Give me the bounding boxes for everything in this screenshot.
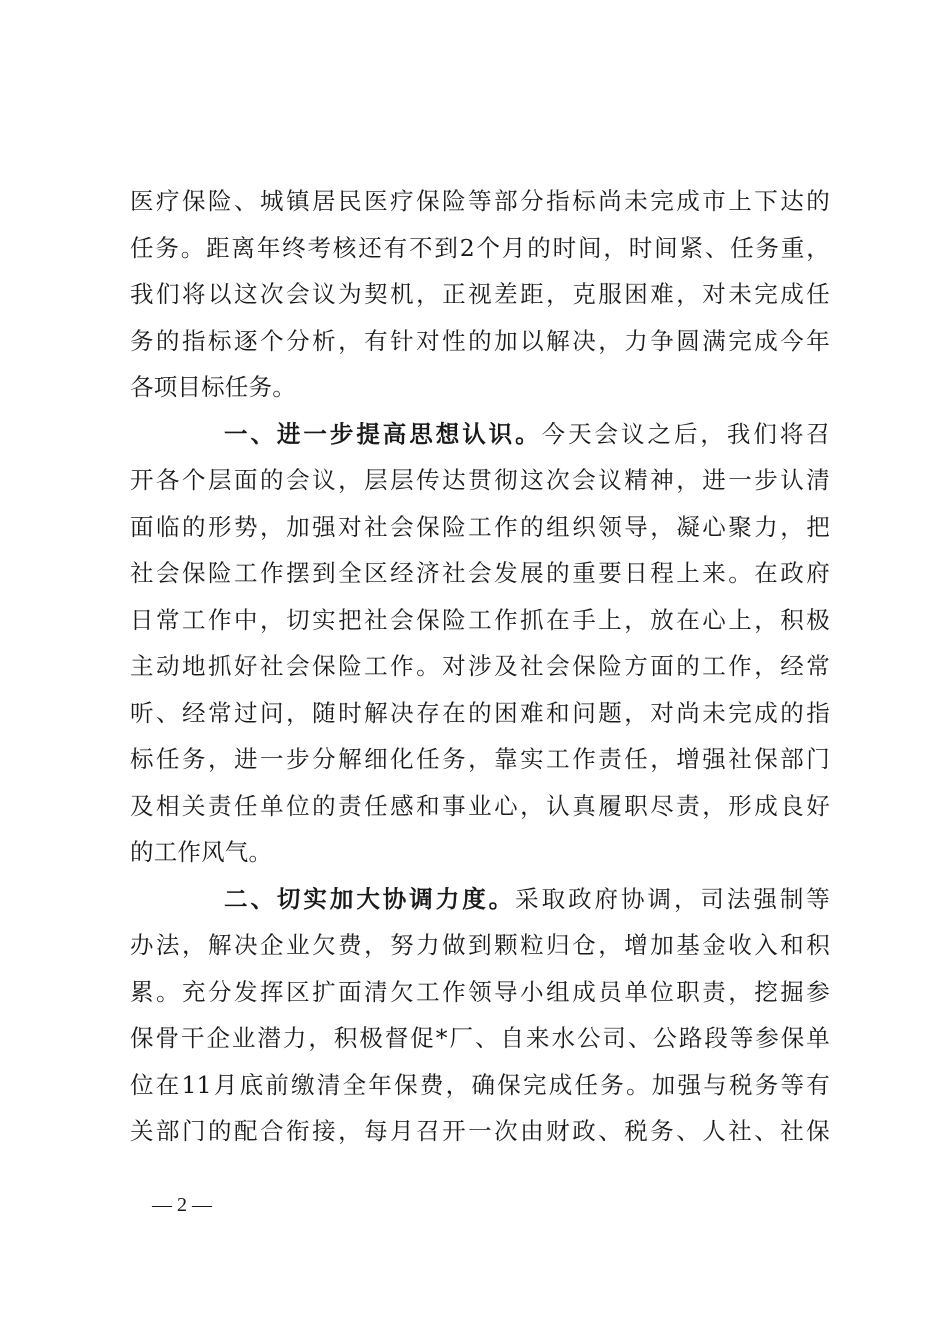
paragraph-line: 的工作风气。 [130, 838, 273, 866]
section-heading-one: 一、进一步提高思想认识。 [224, 419, 542, 448]
paragraph-line: 关部门的配合衔接，每月召开一次由财政、税务、人社、社保 [130, 1117, 830, 1145]
paragraph-line: 各项目标任务。 [130, 373, 296, 401]
paragraph-line: 累。充分发挥区扩面清欠工作领导小组成员单位职责，挖掘参 [130, 977, 830, 1006]
paragraph-line: 务的指标逐个分析，有针对性的加以解决，力争圆满完成今年 [130, 326, 830, 355]
paragraph-line-rest: 今天会议之后，我们将召 [541, 419, 831, 448]
paragraph-line: 开各个层面的会议，层层传达贯彻这次会议精神，进一步认清 [130, 466, 830, 494]
section-heading-two: 二、切实加大协调力度。 [224, 884, 516, 913]
paragraph-line: 我们将以这次会议为契机，正视差距，克服困难，对未完成任 [130, 280, 830, 308]
paragraph-line: 位在11月底前缴清全年保费，确保完成任务。加强与税务等有 [130, 1070, 830, 1099]
paragraph-line: 听、经常过问，随时解决存在的困难和问题，对尚未完成的指 [130, 698, 830, 727]
page-number: — 2 — [152, 1194, 212, 1216]
paragraph-line: 日常工作中，切实把社会保险工作抓在手上，放在心上，积极 [130, 605, 830, 634]
paragraph-line-rest: 采取政府协调，司法强制等 [515, 884, 831, 913]
paragraph-line: 主动地抓好社会保险工作。对涉及社会保险方面的工作，经常 [130, 652, 830, 680]
paragraph-line: 面临的形势，加强对社会保险工作的组织领导，凝心聚力，把 [130, 512, 830, 541]
paragraph-line: 及相关责任单位的责任感和事业心，认真履职尽责，形成良好 [130, 791, 830, 820]
paragraph-first-line [130, 876, 830, 923]
paragraph-first-line [130, 411, 830, 458]
paragraph-line: 任务。距离年终考核还有不到2个月的时间，时间紧、任务重， [130, 233, 830, 262]
paragraph-line: 医疗保险、城镇居民医疗保险等部分指标尚未完成市上下达的 [130, 187, 830, 215]
paragraph-line: 办法，解决企业欠费，努力做到颗粒归仓，增加基金收入和积 [130, 931, 830, 959]
paragraph-line: 标任务，进一步分解细化任务，靠实工作责任，增强社保部门 [130, 745, 830, 773]
document-body [130, 178, 830, 1155]
paragraph-line: 社会保险工作摆到全区经济社会发展的重要日程上来。在政府 [130, 559, 830, 587]
paragraph-line: 保骨干企业潜力，积极督促*厂、自来水公司、公路段等参保单 [130, 1024, 830, 1052]
